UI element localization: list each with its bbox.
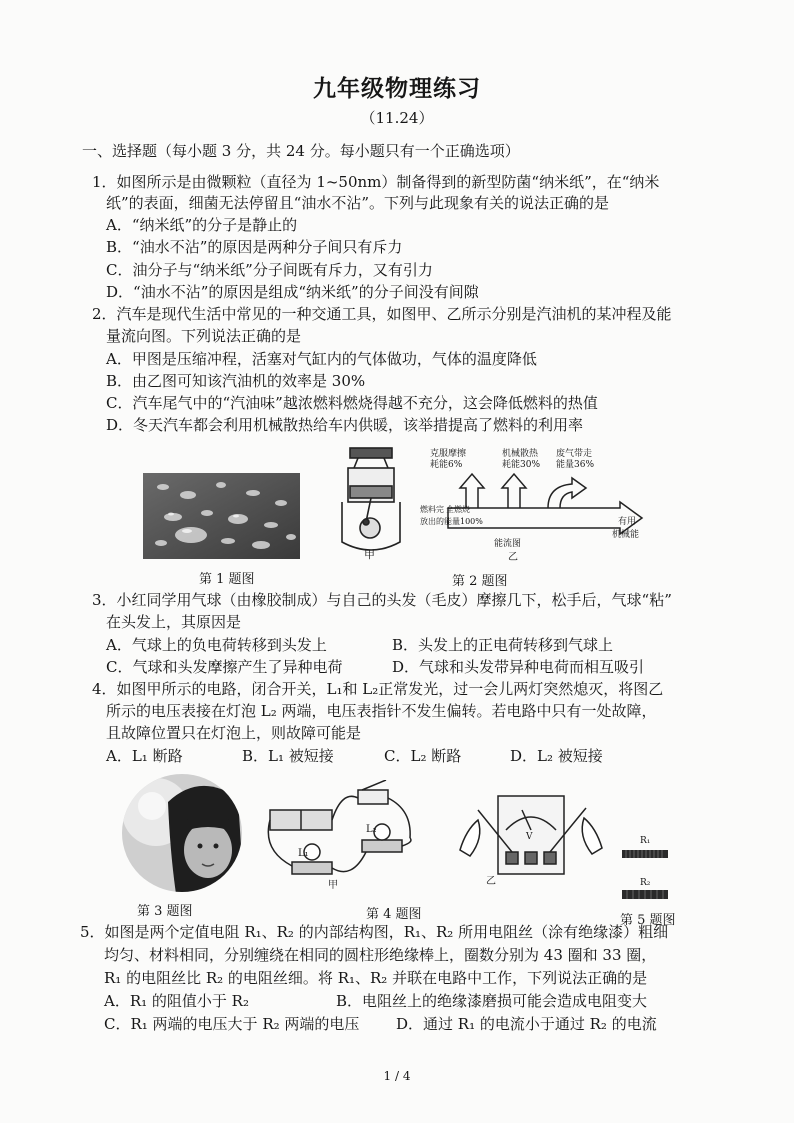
flow-value: 耗能30% <box>502 460 541 470</box>
lamp-l1-label: L₁ <box>298 848 309 859</box>
question-stem: R₁ 的电阻丝比 R₂ 的电阻丝细。将 R₁、R₂ 并联在电路中工作，下列说法正确的是 <box>104 969 648 987</box>
question-stem: 且故障位置只在灯泡上，则故障可能是 <box>106 724 362 742</box>
option-a: A．“纳米纸”的分子是静止的 <box>106 216 298 234</box>
page-number: 1 / 4 <box>383 1069 411 1083</box>
page-date: （11.24） <box>360 109 434 127</box>
figure-caption: 第 5 题图 <box>620 913 676 928</box>
option-c: C．气球和头发摩擦产生了异种电荷 <box>106 658 343 676</box>
figure-caption: 第 1 题图 <box>199 572 255 587</box>
question-stem: 在头发上，其原因是 <box>106 613 242 631</box>
figure-label-yi: 乙 <box>508 552 518 563</box>
question-stem: 4．如图甲所示的电路，闭合开关，L₁和 L₂正常发光，过一会儿两灯突然熄灭，将图乙 <box>92 680 664 698</box>
option-d: D．通过 R₁ 的电流小于通过 R₂ 的电流 <box>396 1015 657 1033</box>
figure-caption: 第 4 题图 <box>366 907 422 922</box>
option-a: A．气球上的负电荷转移到头发上 <box>106 636 327 654</box>
flow-label: 燃料完 <box>420 505 444 514</box>
question-stem: 5．如图是两个定值电阻 R₁、R₂ 的内部结构图，R₁、R₂ 所用电阻丝（涂有绝缘漆）粗细 <box>80 923 669 941</box>
voltmeter-symbol: V <box>526 832 533 842</box>
engine-cylinder-diagram <box>336 446 406 560</box>
energy-flow-diagram <box>420 446 652 563</box>
flow-title: 能流图 <box>494 539 522 549</box>
balloon-hair-photo <box>120 772 244 894</box>
option-d: D．“油水不沾”的原因是组成“纳米纸”的分子间没有间隙 <box>106 283 479 301</box>
flow-value: 能量100% <box>444 517 483 526</box>
flow-label: 有用 <box>618 517 637 527</box>
flow-label: 放出的 <box>420 517 444 526</box>
option-c: C．油分子与“纳米纸”分子间既有斥力，又有引力 <box>106 261 433 279</box>
resistor-r2-label: R₂ <box>640 878 651 888</box>
circuit-diagram <box>262 780 420 890</box>
option-c: C．汽车尾气中的“汽油味”越浓燃料燃烧得越不充分，这会降低燃料的热值 <box>106 394 598 412</box>
flow-label: 机械能 <box>612 530 640 540</box>
figure-caption: 第 3 题图 <box>137 904 193 919</box>
option-b: B．头发上的正电荷转移到气球上 <box>392 636 614 654</box>
option-d: D．L₂ 被短接 <box>510 747 603 765</box>
figure-caption: 第 2 题图 <box>452 574 508 589</box>
option-d: D．冬天汽车都会利用机械散热给车内供暖，该举措提高了燃料的利用率 <box>106 416 584 434</box>
flow-value: 能量36% <box>556 460 595 470</box>
question-stem: 2．汽车是现代生活中常见的一种交通工具，如图甲、乙所示分别是汽油机的某冲程及能 <box>92 305 672 323</box>
nano-paper-photo <box>143 473 300 559</box>
flow-label: 克服摩擦 <box>430 449 467 459</box>
option-d: D．气球和头发带异种电荷而相互吸引 <box>392 658 645 676</box>
question-stem: 3．小红同学用气球（由橡胶制成）与自己的头发（毛皮）摩擦几下，松手后，气球“粘” <box>92 591 672 609</box>
option-c: C．L₂ 断路 <box>384 747 462 765</box>
question-stem: 纸”的表面，细菌无法停留且“油水不沾”。下列与此现象有关的说法正确的是 <box>106 194 610 212</box>
figure-label-jia: 甲 <box>328 880 338 891</box>
option-b: B．“油水不沾”的原因是两种分子间只有斥力 <box>106 238 403 256</box>
figure-label-yi: 乙 <box>486 876 496 887</box>
option-a: A．L₁ 断路 <box>106 747 183 765</box>
voltmeter-diagram <box>456 790 606 890</box>
figure-label-jia: 甲 <box>364 548 375 561</box>
option-a: A．甲图是压缩冲程，活塞对气缸内的气体做功，气体的温度降低 <box>106 350 537 368</box>
option-b: B．L₁ 被短接 <box>242 747 334 765</box>
question-stem: 均匀、材料相同，分别缠绕在相同的圆柱形绝缘棒上，圈数分别为 43 圈和 33 圈， <box>104 946 657 964</box>
question-stem: 1．如图所示是由微颗粒（直径为 1~50nm）制备得到的新型防菌“纳米纸”，在“纳米 <box>92 173 660 191</box>
option-b: B．电阻丝上的绝缘漆磨损可能会造成电阻变大 <box>336 992 648 1010</box>
flow-label: 机械散热 <box>502 449 539 459</box>
lamp-l2-label: L₂ <box>366 824 377 835</box>
resistor-r1-label: R₁ <box>640 836 651 846</box>
question-stem: 所示的电压表接在灯泡 L₂ 两端，电压表指针不发生偏转。若电路中只有一处故障， <box>106 702 657 720</box>
resistor-diagram <box>620 836 670 906</box>
option-c: C．R₁ 两端的电压大于 R₂ 两端的电压 <box>104 1015 360 1033</box>
page-title: 九年级物理练习 <box>313 75 481 102</box>
option-b: B．由乙图可知该汽油机的效率是 30% <box>106 372 366 390</box>
question-stem: 量流向图。下列说法正确的是 <box>106 327 302 345</box>
option-a: A．R₁ 的阻值小于 R₂ <box>104 992 249 1010</box>
flow-label: 废气带走 <box>556 449 593 459</box>
flow-label: 全燃烧 <box>446 505 470 514</box>
flow-value: 耗能6% <box>430 460 463 470</box>
section-heading: 一、选择题（每小题 3 分，共 24 分。每小题只有一个正确选项） <box>82 142 520 160</box>
